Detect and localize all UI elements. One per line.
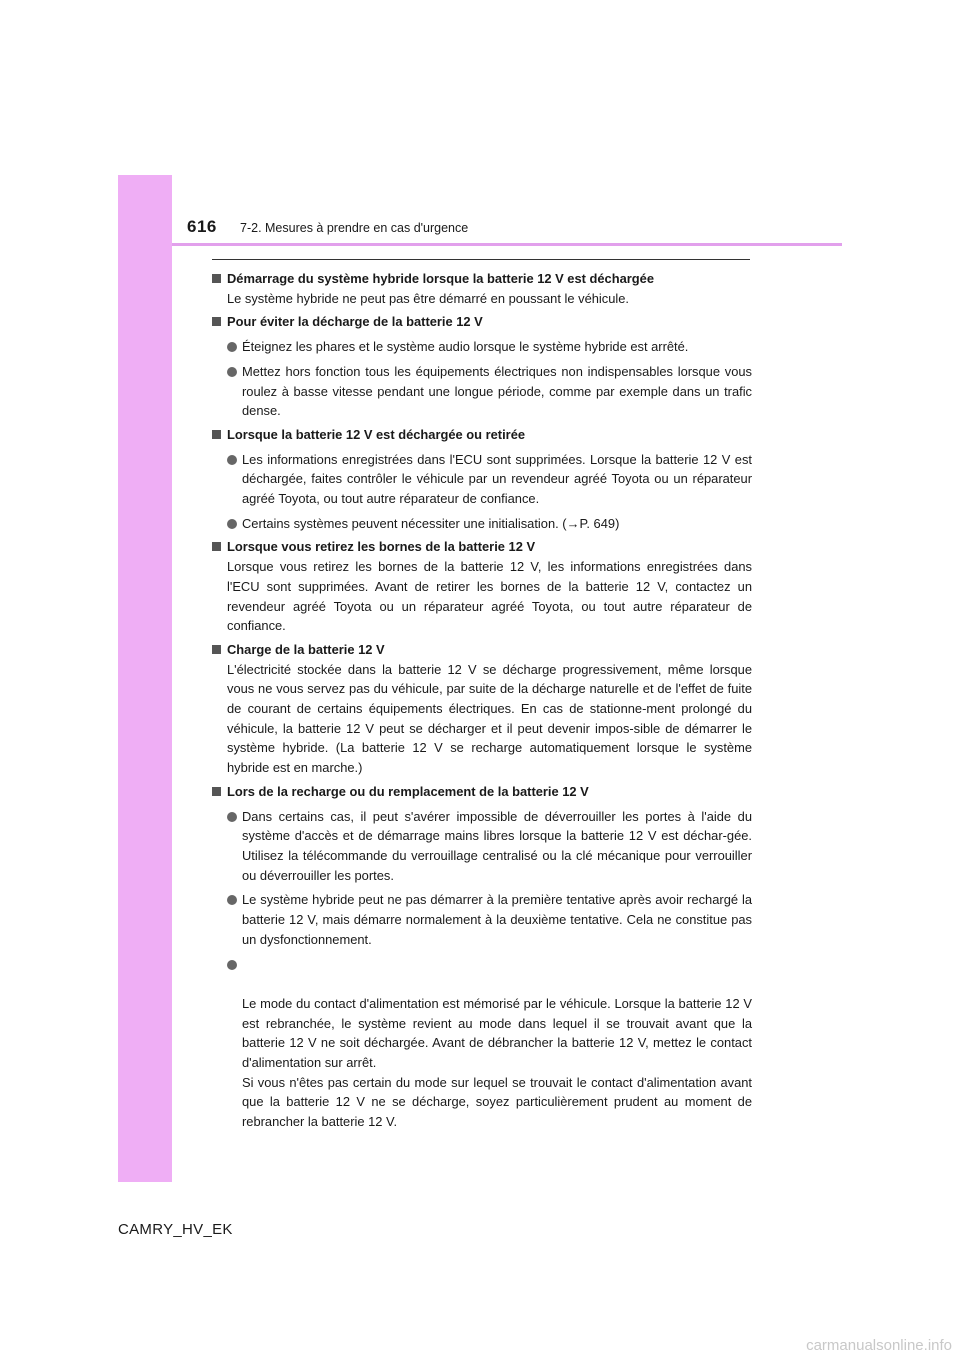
list-item: [227, 362, 752, 421]
list-item-text: Certains systèmes peuvent nécessiter une initialisation. (→P. 649): [242, 515, 620, 531]
circle-bullet-icon: [227, 519, 237, 529]
list-item-text: Dans certains cas, il peut s'avérer impossible de déverrouiller les portes à l'aide du système d'accès et de démarrage mains libres lorsque la batterie 12 V est déchar-gée. Utilisez la télécommande du verrouillage centralisé ou la clé mécanique pour verrouiller ou déverrouiller les portes.: [242, 808, 752, 883]
square-bullet-icon: [212, 317, 221, 326]
list-item: [227, 514, 752, 534]
list-item: [227, 890, 752, 949]
content-divider: [212, 259, 750, 260]
circle-bullet-icon: [227, 455, 237, 465]
square-bullet-icon: [212, 430, 221, 439]
square-bullet-icon: [212, 645, 221, 654]
circle-bullet-icon: [227, 960, 237, 970]
section-discharged-removed: [212, 425, 752, 534]
section-heading: Démarrage du système hybride lorsque la batterie 12 V est déchargée: [227, 271, 655, 286]
section-title: 7-2. Mesures à prendre en cas d'urgence: [240, 221, 469, 235]
model-code: CAMRY_HV_EK: [118, 1221, 233, 1238]
section-text: Le système hybride ne peut pas être démarré en poussant le véhicule.: [227, 290, 629, 306]
circle-bullet-icon: [227, 342, 237, 352]
square-bullet-icon: [212, 274, 221, 283]
list-item-text: Mettez hors fonction tous les équipements électriques non indispensables lorsque vous roulez à basse vitesse pendant une longue période, comme par exemple dans un trafic dense.: [242, 363, 752, 419]
list-item-text: Éteignez les phares et le système audio lorsque le système hybride est arrêté.: [242, 339, 689, 355]
section-recharge-replace: [212, 782, 752, 1132]
section-heading: Charge de la batterie 12 V: [227, 641, 385, 657]
section-text: L'électricité stockée dans la batterie 12 V se décharge progressivement, même lorsque vous ne vous servez pas du véhicule, par suite de la décharge naturelle et de l'effet de fuite de courant de certains équipements électriques. En cas de stationne-ment prolongé du véhicule, la batterie 12 V peut se décharger et il peut devenir impos-sible de démarrer le système hybride. (La batterie 12 V se recharge automatiquement lorsque le système hybride est en marche.): [227, 661, 752, 776]
list-item-text: Le mode du contact d'alimentation est mémorisé par le véhicule. Lorsque la batterie 12 V est rebranchée, le système revient au mode dans lequel il se trouvait avant que la batterie 12 V ne soit déchargée. Avant de débrancher la batterie 12 V, mettez le contact d'alimentation sur arrêt. Si vous n'êtes pas certain du mode sur lequel se trouvait le contact d'alimentation avant que la batterie 12 V ne se décharge, soyez particulièrement prudent au moment de rebrancher la batterie 12 V.: [242, 995, 752, 1130]
square-bullet-icon: [212, 542, 221, 551]
circle-bullet-icon: [227, 812, 237, 822]
list-item-text: Le système hybride peut ne pas démarrer à la première tentative après avoir rechargé la batterie 12 V, mais démarre normalement à la deuxième tentative. Cela ne constitue pas un dysfonctionnement.: [242, 892, 752, 947]
section-battery-start: [212, 269, 752, 308]
section-text: Lorsque vous retirez les bornes de la batterie 12 V, les informations enregistrées dans l'ECU sont supprimées. Avant de retirer les bornes de la batterie 12 V, contactez un revendeur agréé Toyota ou un réparateur agréé Toyota, ou tout autre réparateur de confiance.: [227, 559, 752, 634]
sidebar-band: [118, 175, 172, 1182]
circle-bullet-icon: [227, 895, 237, 905]
section-heading: Lors de la recharge ou du remplacement de la batterie 12 V: [227, 783, 589, 799]
section-remove-terminals: [212, 537, 752, 636]
circle-bullet-icon: [227, 367, 237, 377]
list-item: [227, 450, 752, 509]
square-bullet-icon: [212, 787, 221, 796]
list-item: [227, 807, 752, 886]
header-rule: [172, 243, 842, 246]
watermark: carmanualsonline.info: [806, 1337, 952, 1354]
section-heading: Pour éviter la décharge de la batterie 12 V: [227, 314, 483, 330]
content-body: [212, 269, 752, 1132]
list-item: [227, 337, 752, 357]
list-item: [227, 955, 752, 1132]
list-item-text: Les informations enregistrées dans l'ECU sont supprimées. Lorsque la batterie 12 V est déchargée, faites contrôler le véhicule par un revendeur agréé Toyota ou un réparateur agréé Toyota, ou tout autre réparateur de confiance.: [242, 451, 752, 507]
page-number: 616: [187, 217, 217, 236]
section-avoid-discharge: [212, 312, 752, 421]
section-battery-charge: [212, 640, 752, 778]
section-heading: Lorsque vous retirez les bornes de la batterie 12 V: [227, 539, 536, 555]
section-heading: Lorsque la batterie 12 V est déchargée ou retirée: [227, 426, 526, 442]
